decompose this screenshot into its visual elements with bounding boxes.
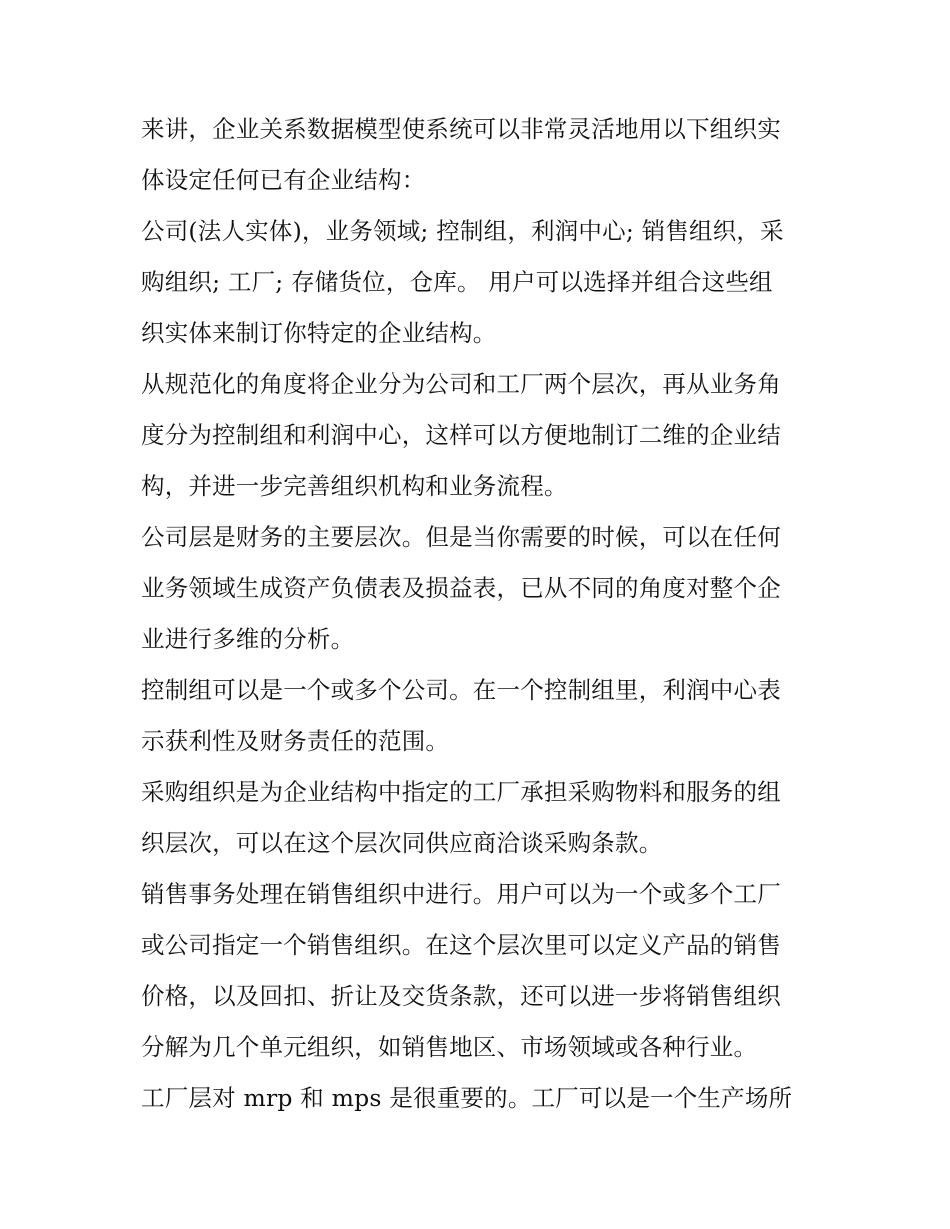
text-line: 构，并进一步完善组织机构和业务流程。 bbox=[141, 472, 568, 500]
text-line: 销售事务处理在销售组织中进行。用户可以为一个或多个工厂 bbox=[141, 880, 781, 908]
text-line: 业务领域生成资产负债表及损益表，已从不同的角度对整个企 bbox=[141, 574, 781, 602]
text-line: 从规范化的角度将企业分为公司和工厂两个层次，再从业务角 bbox=[141, 370, 781, 398]
text-line: 购组织; 工厂; 存储货位，仓库。 用户可以选择并组合这些组 bbox=[141, 268, 773, 296]
text-line: 或公司指定一个销售组织。在这个层次里可以定义产品的销售 bbox=[141, 931, 781, 959]
text-line: 公司(法人实体)，业务领域; 控制组，利润中心; 销售组织，采 bbox=[141, 217, 784, 245]
text-line: 业进行多维的分析。 bbox=[141, 625, 355, 653]
text-line: 公司层是财务的主要层次。但是当你需要的时候，可以在任何 bbox=[141, 523, 781, 551]
text-line: 采购组织是为企业结构中指定的工厂承担采购物料和服务的组 bbox=[141, 778, 781, 806]
document-body bbox=[141, 104, 821, 1124]
text-line: 价格，以及回扣、折让及交货条款，还可以进一步将销售组织 bbox=[141, 982, 781, 1010]
text-line: 工厂层对 mrp 和 mps 是很重要的。工厂可以是一个生产场所 bbox=[141, 1084, 793, 1112]
text-line: 示获利性及财务责任的范围。 bbox=[141, 727, 450, 755]
text-line: 来讲，企业关系数据模型使系统可以非常灵活地用以下组织实 bbox=[141, 115, 781, 143]
text-line: 织实体来制订你特定的企业结构。 bbox=[141, 319, 497, 347]
text-line: 织层次，可以在这个层次同供应商洽谈采购条款。 bbox=[141, 829, 663, 857]
text-line: 度分为控制组和利润中心，这样可以方便地制订二维的企业结 bbox=[141, 421, 781, 449]
text-line: 体设定任何已有企业结构： bbox=[141, 166, 426, 194]
text-line: 控制组可以是一个或多个公司。在一个控制组里，利润中心表 bbox=[141, 676, 781, 704]
text-line: 分解为几个单元组织，如销售地区、市场领域或各种行业。 bbox=[141, 1033, 758, 1061]
